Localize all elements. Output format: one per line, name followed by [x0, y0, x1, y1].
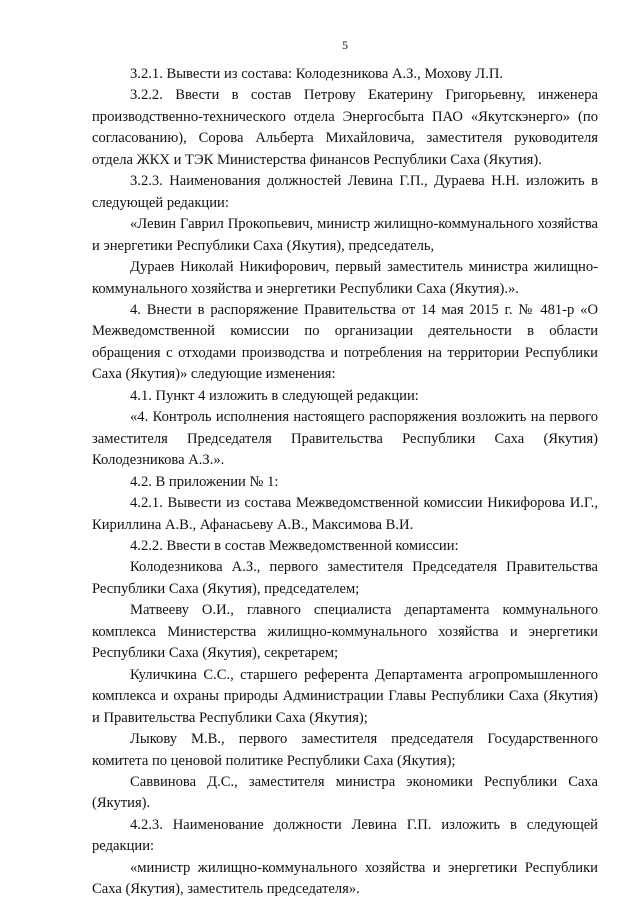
paragraph-4: 4. Внести в распоряжение Правительства от 14 мая 2015 г. № 481-р «О Межведомственной комиссии по организации деятельности в области обращения с отходами производства и потребления на территории Республики Саха (Якутия)» следующие изменения: [92, 301, 598, 383]
paragraph-4-1-text: «4. Контроль исполнения настоящего распоряжения возложить на первого заместителя Председателя Правительства Республики Саха (Якутия) Колодезникова А.З.». [92, 409, 598, 469]
paragraph-kulichkin: Куличкина С.С., старшего референта Департамента агропромышленного комплекса и охраны природы Администрации Главы Республики Саха (Якутия) и Правительства Республики Саха (Якутия); [92, 666, 598, 726]
paragraph-4-2-2: 4.2.2. Ввести в состав Межведомственной комиссии: [130, 537, 459, 554]
paragraph-4-1: 4.1. Пункт 4 изложить в следующей редакции: [130, 387, 419, 404]
paragraph-3-2-2: 3.2.2. Ввести в состав Петрову Екатерину Григорьевну, инженера производственно-технического отдела Энергосбыта ПАО «Якутскэнерго» (по согласованию), Сорова Альберта Михайловича, заместителя руководителя отдела ЖКХ и ТЭК Министерства финансов Республики Саха (Якутия). [92, 87, 598, 168]
paragraph-levin: «Левин Гаврил Прокопьевич, министр жилищно-коммунального хозяйства и энергетики Республики Саха (Якутия), председатель, [92, 216, 598, 254]
paragraph-duraev: Дураев Николай Никифорович, первый заместитель министра жилищно-коммунального хозяйства и энергетики Республики Саха (Якутия).». [92, 259, 598, 297]
paragraph-3-2-1: 3.2.1. Вывести из состава: Колодезникова А.З., Мохову Л.П. [130, 66, 504, 82]
paragraph-3-2-3: 3.2.3. Наименования должностей Левина Г.П., Дураева Н.Н. изложить в следующей редакции: [92, 173, 598, 211]
paragraph-4-2-1: 4.2.1. Вывести из состава Межведомственной комиссии Никифорова И.Г., Кириллина А.В., Афанасьеву А.В., Максимова В.И. [92, 495, 598, 533]
paragraph-matveeva: Матвееву О.И., главного специалиста департамента коммунального комплекса Министерства жилищно-коммунального хозяйства и энергетики Республики Саха (Якутия), секретарем; [92, 602, 598, 662]
paragraph-4-2: 4.2. В приложении № 1: [130, 473, 279, 490]
page-number: 5 [342, 38, 348, 52]
paragraph-lykova: Лыкову М.В., первого заместителя председателя Государственного комитета по ценовой политике Республики Саха (Якутия); [92, 731, 598, 769]
document-body [92, 64, 598, 901]
paragraph-4-2-3-text: «министр жилищно-коммунального хозяйства и энергетики Республики Саха (Якутия), заместитель председателя». [92, 859, 598, 898]
paragraph-4-2-3: 4.2.3. Наименование должности Левина Г.П. изложить в следующей редакции: [92, 816, 598, 855]
paragraph-savvinov: Саввинова Д.С., заместителя министра экономики Республики Саха (Якутия). [92, 773, 598, 812]
paragraph-kolodeznikov: Колодезникова А.З., первого заместителя Председателя Правительства Республики Саха (Якутия), председателем; [92, 559, 598, 597]
